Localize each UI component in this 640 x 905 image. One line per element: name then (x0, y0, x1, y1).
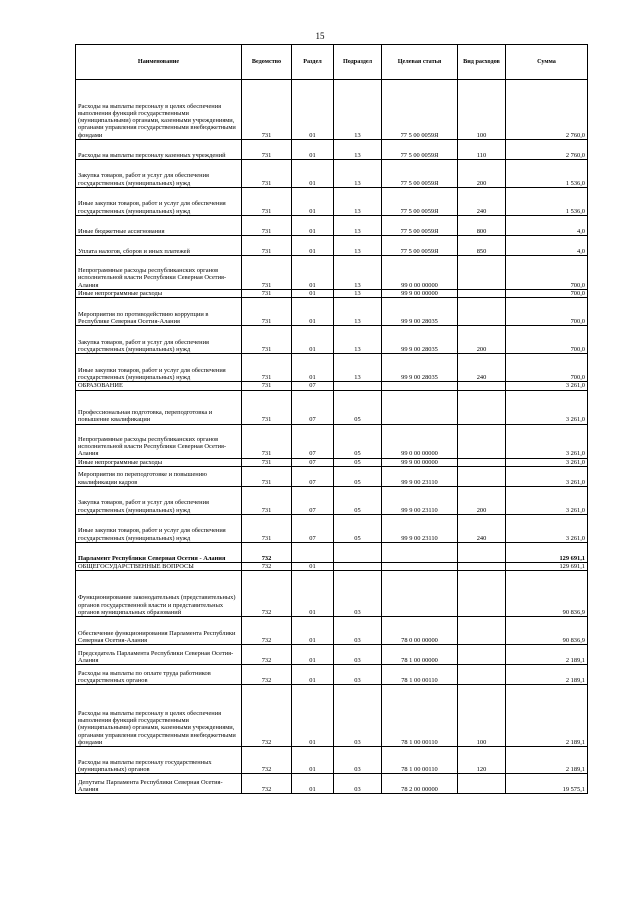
table-row (76, 458, 588, 466)
expense-type-cell (458, 466, 506, 486)
target-item-cell: 77 5 00 0059Я (382, 80, 458, 140)
subsection-cell: 05 (334, 486, 382, 514)
target-item-cell: 99 9 00 28035 (382, 354, 458, 382)
subsection-cell: 03 (334, 571, 382, 617)
expense-type-cell: 240 (458, 514, 506, 542)
amount-cell: 700,0 (506, 354, 588, 382)
name-cell: Парламент Республики Северная Осетия - Алания (76, 542, 242, 562)
expense-type-cell (458, 290, 506, 298)
subsection-cell (334, 542, 382, 562)
table-row (76, 236, 588, 256)
table-row (76, 685, 588, 747)
expense-type-cell (458, 774, 506, 794)
table-header-row (76, 45, 588, 80)
department-cell: 731 (242, 298, 292, 326)
department-cell: 731 (242, 466, 292, 486)
target-item-cell: 78 1 00 00000 (382, 645, 458, 665)
table-row (76, 466, 588, 486)
expense-type-cell: 200 (458, 160, 506, 188)
section-cell: 01 (292, 236, 334, 256)
department-cell: 731 (242, 458, 292, 466)
amount-cell: 1 536,0 (506, 188, 588, 216)
table-row (76, 326, 588, 354)
name-cell: Иные непрограммные расходы (76, 458, 242, 466)
expense-type-cell (458, 617, 506, 645)
department-cell: 732 (242, 774, 292, 794)
section-cell: 01 (292, 645, 334, 665)
subsection-cell: 03 (334, 685, 382, 747)
department-cell: 731 (242, 236, 292, 256)
amount-cell: 700,0 (506, 290, 588, 298)
amount-cell: 700,0 (506, 256, 588, 290)
department-cell: 732 (242, 562, 292, 570)
section-cell: 01 (292, 665, 334, 685)
expense-type-cell: 100 (458, 80, 506, 140)
amount-cell: 129 691,1 (506, 562, 588, 570)
table-row (76, 665, 588, 685)
expense-type-cell: 800 (458, 216, 506, 236)
department-cell: 732 (242, 747, 292, 774)
name-cell: ОБЩЕГОСУДАРСТВЕННЫЕ ВОПРОСЫ (76, 562, 242, 570)
subsection-cell: 13 (334, 290, 382, 298)
section-cell: 07 (292, 486, 334, 514)
name-cell: Председатель Парламента Республики Северная Осетия-Алания (76, 645, 242, 665)
table-row (76, 390, 588, 424)
table-row (76, 80, 588, 140)
subsection-cell: 13 (334, 188, 382, 216)
subsection-cell: 13 (334, 236, 382, 256)
target-item-cell: 99 9 00 00000 (382, 458, 458, 466)
department-cell: 731 (242, 514, 292, 542)
target-item-cell: 78 0 00 00000 (382, 617, 458, 645)
amount-cell: 3 261,0 (506, 514, 588, 542)
name-cell: Непрограммные расходы республиканских органов исполнительной власти Республики Северная Осетия-Алания (76, 256, 242, 290)
table-row (76, 542, 588, 562)
table-row (76, 216, 588, 236)
subsection-cell: 03 (334, 665, 382, 685)
target-item-cell: 77 5 00 0059Я (382, 216, 458, 236)
column-header-section: Раздел (292, 45, 334, 80)
budget-table (75, 44, 588, 794)
target-item-cell: 77 5 00 0059Я (382, 236, 458, 256)
target-item-cell: 99 0 00 00000 (382, 256, 458, 290)
subsection-cell: 05 (334, 390, 382, 424)
name-cell: Расходы на выплаты персоналу государственных (муниципальных) органов (76, 747, 242, 774)
column-header-subsection: Подраздел (334, 45, 382, 80)
expense-type-cell (458, 256, 506, 290)
name-cell: Иные закупки товаров, работ и услуг для обеспечения государственных (муниципальных) нужд (76, 514, 242, 542)
amount-cell: 700,0 (506, 326, 588, 354)
subsection-cell: 05 (334, 466, 382, 486)
table-row (76, 514, 588, 542)
section-cell: 01 (292, 685, 334, 747)
target-item-cell: 78 2 00 00000 (382, 774, 458, 794)
column-header-department: Ведомство (242, 45, 292, 80)
name-cell: Иные закупки товаров, работ и услуг для обеспечения государственных (муниципальных) нужд (76, 188, 242, 216)
section-cell: 07 (292, 382, 334, 390)
section-cell: 07 (292, 390, 334, 424)
name-cell: Закупка товаров, работ и услуг для обеспечения государственных (муниципальных) нужд (76, 160, 242, 188)
subsection-cell: 03 (334, 617, 382, 645)
name-cell: Мероприятия по переподготовке и повышению квалификации кадров (76, 466, 242, 486)
amount-cell: 2 189,1 (506, 645, 588, 665)
department-cell: 731 (242, 424, 292, 458)
section-cell: 07 (292, 458, 334, 466)
name-cell: Иные бюджетные ассигнования (76, 216, 242, 236)
table-row (76, 298, 588, 326)
expense-type-cell: 240 (458, 354, 506, 382)
name-cell: Расходы на выплаты персоналу в целях обеспечения выполнения функций государственными (муниципальными) органами, казенными учреждениями, органами управления государственными внебюджетными фондами (76, 80, 242, 140)
section-cell: 01 (292, 80, 334, 140)
expense-type-cell (458, 542, 506, 562)
name-cell: Функционирование законодательных (представительных) органов государственной власти и представительных органов муниципальных образований (76, 571, 242, 617)
section-cell: 01 (292, 298, 334, 326)
name-cell: Расходы на выплаты по оплате труда работников государственных органов (76, 665, 242, 685)
column-header-name: Наименование (76, 45, 242, 80)
target-item-cell: 99 9 00 28035 (382, 298, 458, 326)
table-row (76, 382, 588, 390)
subsection-cell: 03 (334, 774, 382, 794)
target-item-cell: 77 5 00 0059Я (382, 160, 458, 188)
department-cell: 731 (242, 80, 292, 140)
department-cell: 732 (242, 645, 292, 665)
section-cell: 01 (292, 140, 334, 160)
name-cell: Закупка товаров, работ и услуг для обеспечения государственных (муниципальных) нужд (76, 486, 242, 514)
expense-type-cell (458, 562, 506, 570)
department-cell: 732 (242, 542, 292, 562)
amount-cell: 700,0 (506, 298, 588, 326)
amount-cell: 4,0 (506, 216, 588, 236)
expense-type-cell: 120 (458, 747, 506, 774)
department-cell: 731 (242, 140, 292, 160)
expense-type-cell (458, 298, 506, 326)
subsection-cell (334, 562, 382, 570)
section-cell: 01 (292, 290, 334, 298)
amount-cell: 3 261,0 (506, 382, 588, 390)
section-cell (292, 542, 334, 562)
amount-cell: 2 189,1 (506, 685, 588, 747)
department-cell: 731 (242, 216, 292, 236)
subsection-cell: 03 (334, 645, 382, 665)
department-cell: 731 (242, 382, 292, 390)
subsection-cell: 13 (334, 354, 382, 382)
page-number: 15 (315, 31, 325, 41)
section-cell: 01 (292, 256, 334, 290)
amount-cell: 3 261,0 (506, 466, 588, 486)
amount-cell: 19 575,1 (506, 774, 588, 794)
subsection-cell: 05 (334, 424, 382, 458)
expense-type-cell: 110 (458, 140, 506, 160)
target-item-cell (382, 571, 458, 617)
name-cell: Депутаты Парламента Республики Северная Осетия-Алания (76, 774, 242, 794)
amount-cell: 2 760,0 (506, 80, 588, 140)
column-header-amount: Сумма (506, 45, 588, 80)
name-cell: Расходы на выплаты персоналу казенных учреждений (76, 140, 242, 160)
table-row (76, 354, 588, 382)
table-row (76, 571, 588, 617)
target-item-cell: 78 1 00 00110 (382, 665, 458, 685)
table-row (76, 290, 588, 298)
column-header-expense-type: Вид расходов (458, 45, 506, 80)
column-header-target-item: Целевая статья (382, 45, 458, 80)
target-item-cell: 99 9 00 23110 (382, 466, 458, 486)
subsection-cell: 13 (334, 80, 382, 140)
amount-cell: 3 261,0 (506, 390, 588, 424)
name-cell: Иные закупки товаров, работ и услуг для обеспечения государственных (муниципальных) нужд (76, 354, 242, 382)
name-cell: Закупка товаров, работ и услуг для обеспечения государственных (муниципальных) нужд (76, 326, 242, 354)
section-cell: 07 (292, 424, 334, 458)
subsection-cell: 05 (334, 514, 382, 542)
name-cell: Обеспечение функционирования Парламента Республики Северная Осетия-Алания (76, 617, 242, 645)
amount-cell: 3 261,0 (506, 486, 588, 514)
section-cell: 01 (292, 617, 334, 645)
department-cell: 732 (242, 571, 292, 617)
table-row (76, 645, 588, 665)
department-cell: 732 (242, 665, 292, 685)
amount-cell: 3 261,0 (506, 458, 588, 466)
expense-type-cell (458, 571, 506, 617)
amount-cell: 3 261,0 (506, 424, 588, 458)
subsection-cell: 05 (334, 458, 382, 466)
expense-type-cell (458, 424, 506, 458)
target-item-cell: 99 9 00 00000 (382, 290, 458, 298)
department-cell: 731 (242, 326, 292, 354)
expense-type-cell (458, 382, 506, 390)
target-item-cell: 77 5 00 0059Я (382, 188, 458, 216)
name-cell: Иные непрограммные расходы (76, 290, 242, 298)
department-cell: 731 (242, 256, 292, 290)
department-cell: 732 (242, 685, 292, 747)
expense-type-cell: 240 (458, 188, 506, 216)
section-cell: 01 (292, 354, 334, 382)
section-cell: 07 (292, 466, 334, 486)
amount-cell: 2 189,1 (506, 747, 588, 774)
name-cell: Уплата налогов, сборов и иных платежей (76, 236, 242, 256)
expense-type-cell: 100 (458, 685, 506, 747)
subsection-cell: 13 (334, 216, 382, 236)
department-cell: 731 (242, 290, 292, 298)
section-cell: 01 (292, 188, 334, 216)
target-item-cell: 99 0 00 00000 (382, 424, 458, 458)
table-row (76, 486, 588, 514)
subsection-cell: 13 (334, 140, 382, 160)
name-cell: Профессиональная подготовка, переподготовка и повышение квалификации (76, 390, 242, 424)
table-row (76, 256, 588, 290)
expense-type-cell (458, 665, 506, 685)
department-cell: 731 (242, 188, 292, 216)
department-cell: 732 (242, 617, 292, 645)
target-item-cell: 99 9 00 23110 (382, 486, 458, 514)
subsection-cell (334, 382, 382, 390)
target-item-cell (382, 390, 458, 424)
section-cell: 01 (292, 326, 334, 354)
table-row (76, 774, 588, 794)
table-row (76, 424, 588, 458)
target-item-cell (382, 382, 458, 390)
target-item-cell: 77 5 00 0059Я (382, 140, 458, 160)
section-cell: 01 (292, 216, 334, 236)
subsection-cell: 13 (334, 256, 382, 290)
name-cell: Расходы на выплаты персоналу в целях обеспечения выполнения функций государственными (муниципальными) органами, казенными учреждениями, органами управления государственными внебюджетными фондами (76, 685, 242, 747)
target-item-cell (382, 562, 458, 570)
section-cell: 01 (292, 774, 334, 794)
department-cell: 731 (242, 486, 292, 514)
expense-type-cell (458, 458, 506, 466)
expense-type-cell: 200 (458, 326, 506, 354)
amount-cell: 2 760,0 (506, 140, 588, 160)
target-item-cell: 78 1 00 00110 (382, 685, 458, 747)
name-cell: ОБРАЗОВАНИЕ (76, 382, 242, 390)
table-row (76, 188, 588, 216)
section-cell: 01 (292, 160, 334, 188)
section-cell: 01 (292, 571, 334, 617)
expense-type-cell (458, 390, 506, 424)
expense-type-cell: 200 (458, 486, 506, 514)
section-cell: 07 (292, 514, 334, 542)
target-item-cell: 99 9 00 23110 (382, 514, 458, 542)
table-row (76, 747, 588, 774)
table-row (76, 617, 588, 645)
amount-cell: 90 836,9 (506, 571, 588, 617)
amount-cell: 4,0 (506, 236, 588, 256)
expense-type-cell (458, 645, 506, 665)
subsection-cell: 03 (334, 747, 382, 774)
department-cell: 731 (242, 354, 292, 382)
subsection-cell: 13 (334, 160, 382, 188)
department-cell: 731 (242, 390, 292, 424)
name-cell: Мероприятия по противодействию коррупции в Республике Северная Осетия-Алания (76, 298, 242, 326)
subsection-cell: 13 (334, 326, 382, 354)
amount-cell: 2 189,1 (506, 665, 588, 685)
expense-type-cell: 850 (458, 236, 506, 256)
section-cell: 01 (292, 562, 334, 570)
table-row (76, 160, 588, 188)
amount-cell: 129 691,1 (506, 542, 588, 562)
target-item-cell: 99 9 00 28035 (382, 326, 458, 354)
subsection-cell: 13 (334, 298, 382, 326)
amount-cell: 1 536,0 (506, 160, 588, 188)
section-cell: 01 (292, 747, 334, 774)
name-cell: Непрограммные расходы республиканских органов исполнительной власти Республики Северная Осетия-Алания (76, 424, 242, 458)
department-cell: 731 (242, 160, 292, 188)
amount-cell: 90 836,9 (506, 617, 588, 645)
target-item-cell: 78 1 00 00110 (382, 747, 458, 774)
table-row (76, 562, 588, 570)
table-body (76, 80, 588, 794)
table-row (76, 140, 588, 160)
target-item-cell (382, 542, 458, 562)
